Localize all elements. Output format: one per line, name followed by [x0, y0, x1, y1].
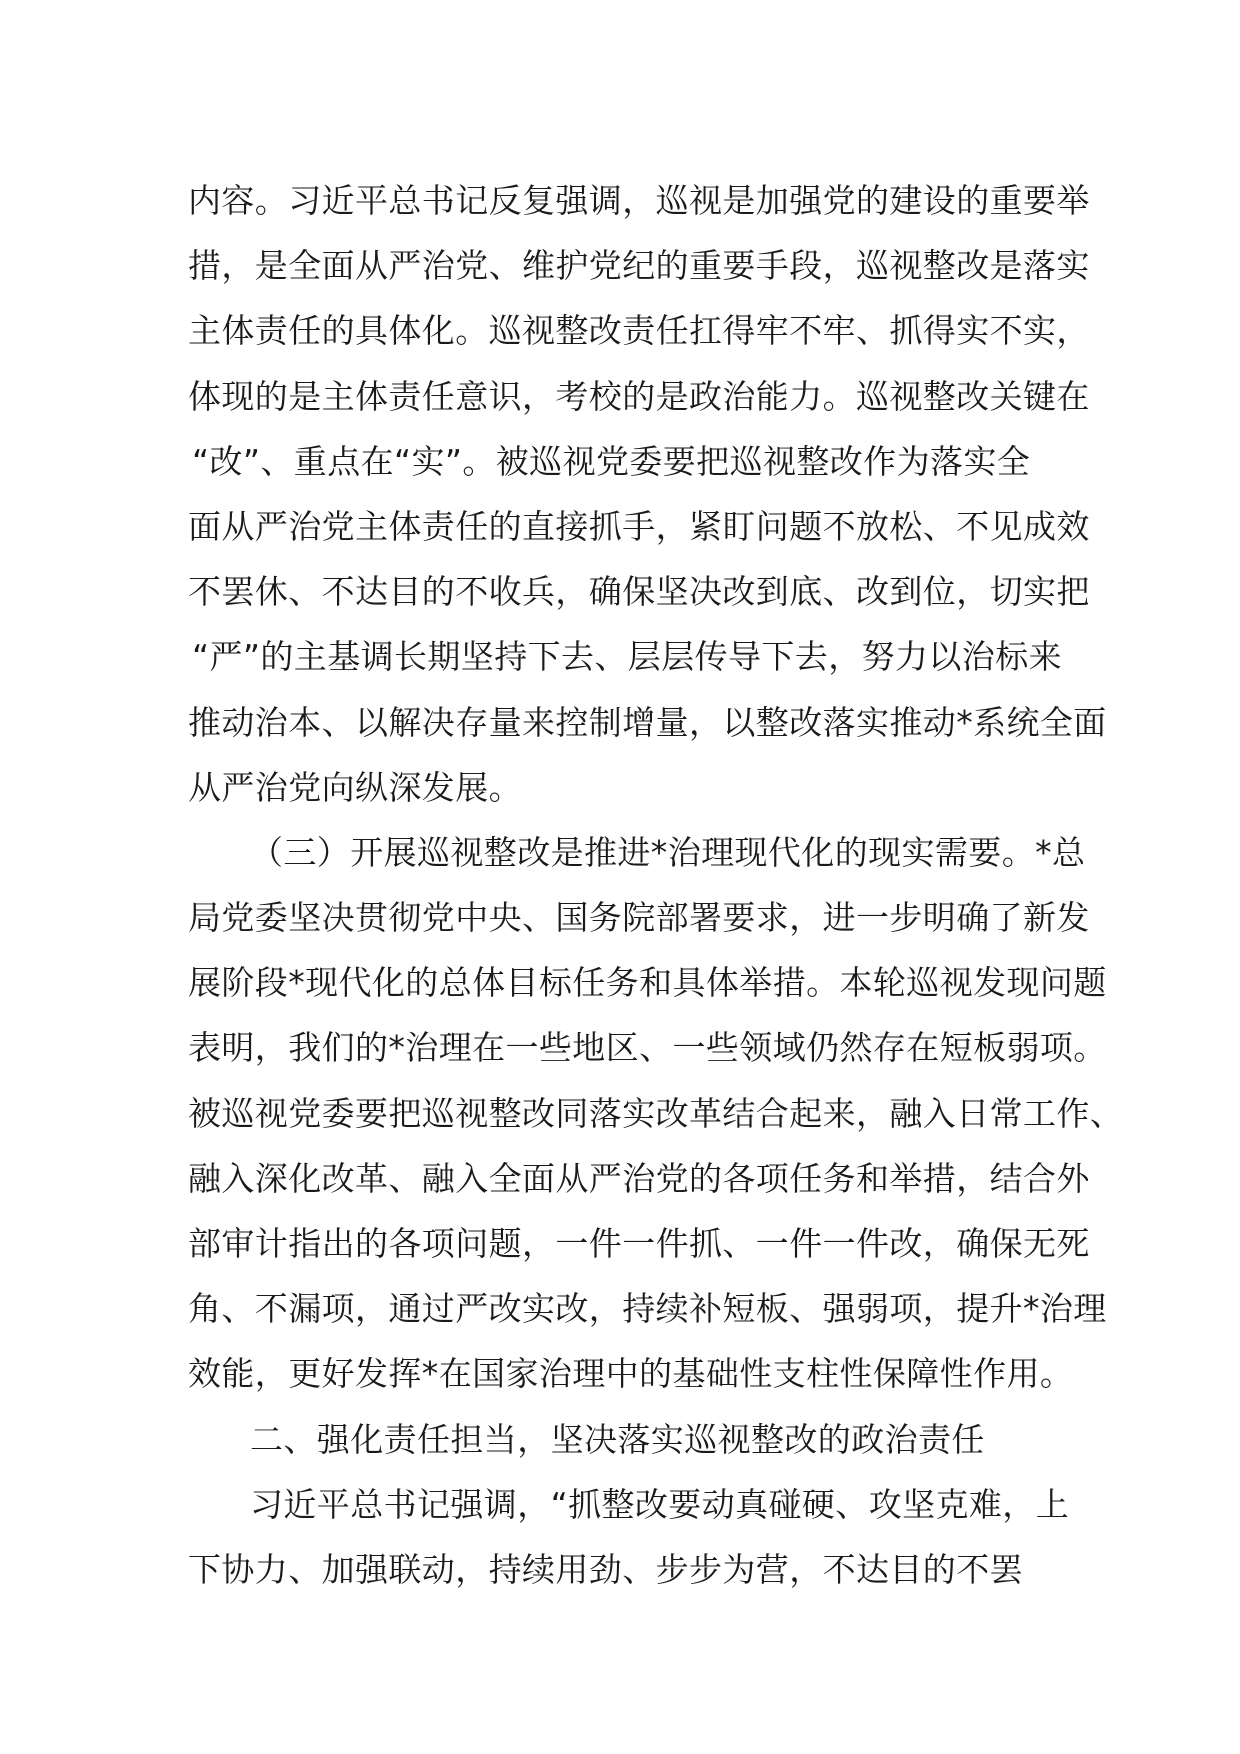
text-line: 内容。习近平总书记反复强调，巡视是加强党的建设的重要举: [188, 181, 1090, 220]
text-line: 局党委坚决贯彻党中央、国务院部署要求，进一步明确了新发: [188, 898, 1090, 938]
text-line: 部审计指出的各项问题，一件一件抓、一件一件改，确保无死: [188, 1224, 1090, 1263]
text-line: 主体责任的具体化。巡视整改责任扛得牢不牢、抓得实不实，: [188, 311, 1090, 351]
text-line: 效能，更好发挥*在国家治理中的基础性支柱性保障性作用。: [188, 1354, 1074, 1394]
text-line: 下协力、加强联动，持续用劲、步步为营，不达目的不罢: [188, 1549, 1023, 1589]
text-line: 被巡视党委要把巡视整改同落实改革结合起来，融入日常工作、: [188, 1093, 1124, 1133]
text-line: 展阶段*现代化的总体目标任务和具体举措。本轮巡视发现问题: [188, 963, 1107, 1003]
text-line: 推动治本、以解决存量来控制增量，以整改落实推动*系统全面: [188, 702, 1107, 742]
subsection-heading: （三）开展巡视整改是推进*治理现代化的现实需要。*总: [250, 832, 1086, 872]
text-line: 习近平总书记强调，“抓整改要动真碰硬、攻坚克难，上: [250, 1484, 1070, 1524]
text-line: 从严治党向纵深发展。: [188, 767, 522, 807]
text-line: 表明，我们的*治理在一些地区、一些领域仍然存在短板弱项。: [188, 1028, 1107, 1068]
section-heading: 二、强化责任担当，坚决落实巡视整改的政治责任: [250, 1419, 985, 1459]
body-text: [188, 168, 1124, 1602]
text-line: 不罢休、不达目的不收兵，确保坚决改到底、改到位，切实把: [188, 572, 1090, 612]
text-line: 面从严治党主体责任的直接抓手，紧盯问题不放松、不见成效: [188, 506, 1090, 546]
text-line: 措，是全面从严治党、维护党纪的重要手段，巡视整改是落实: [188, 246, 1090, 286]
text-line: 融入深化改革、融入全面从严治党的各项任务和举措，结合外: [188, 1158, 1090, 1198]
text-line: “严”的主基调长期坚持下去、层层传导下去，努力以治标来: [192, 637, 1062, 677]
text-line: 体现的是主体责任意识，考校的是政治能力。巡视整改关键在: [188, 376, 1090, 416]
text-line: 角、不漏项，通过严改实改，持续补短板、强弱项，提升*治理: [188, 1289, 1107, 1329]
text-line: “改”、重点在“实”。被巡视党委要把巡视整改作为落实全: [192, 441, 1031, 481]
